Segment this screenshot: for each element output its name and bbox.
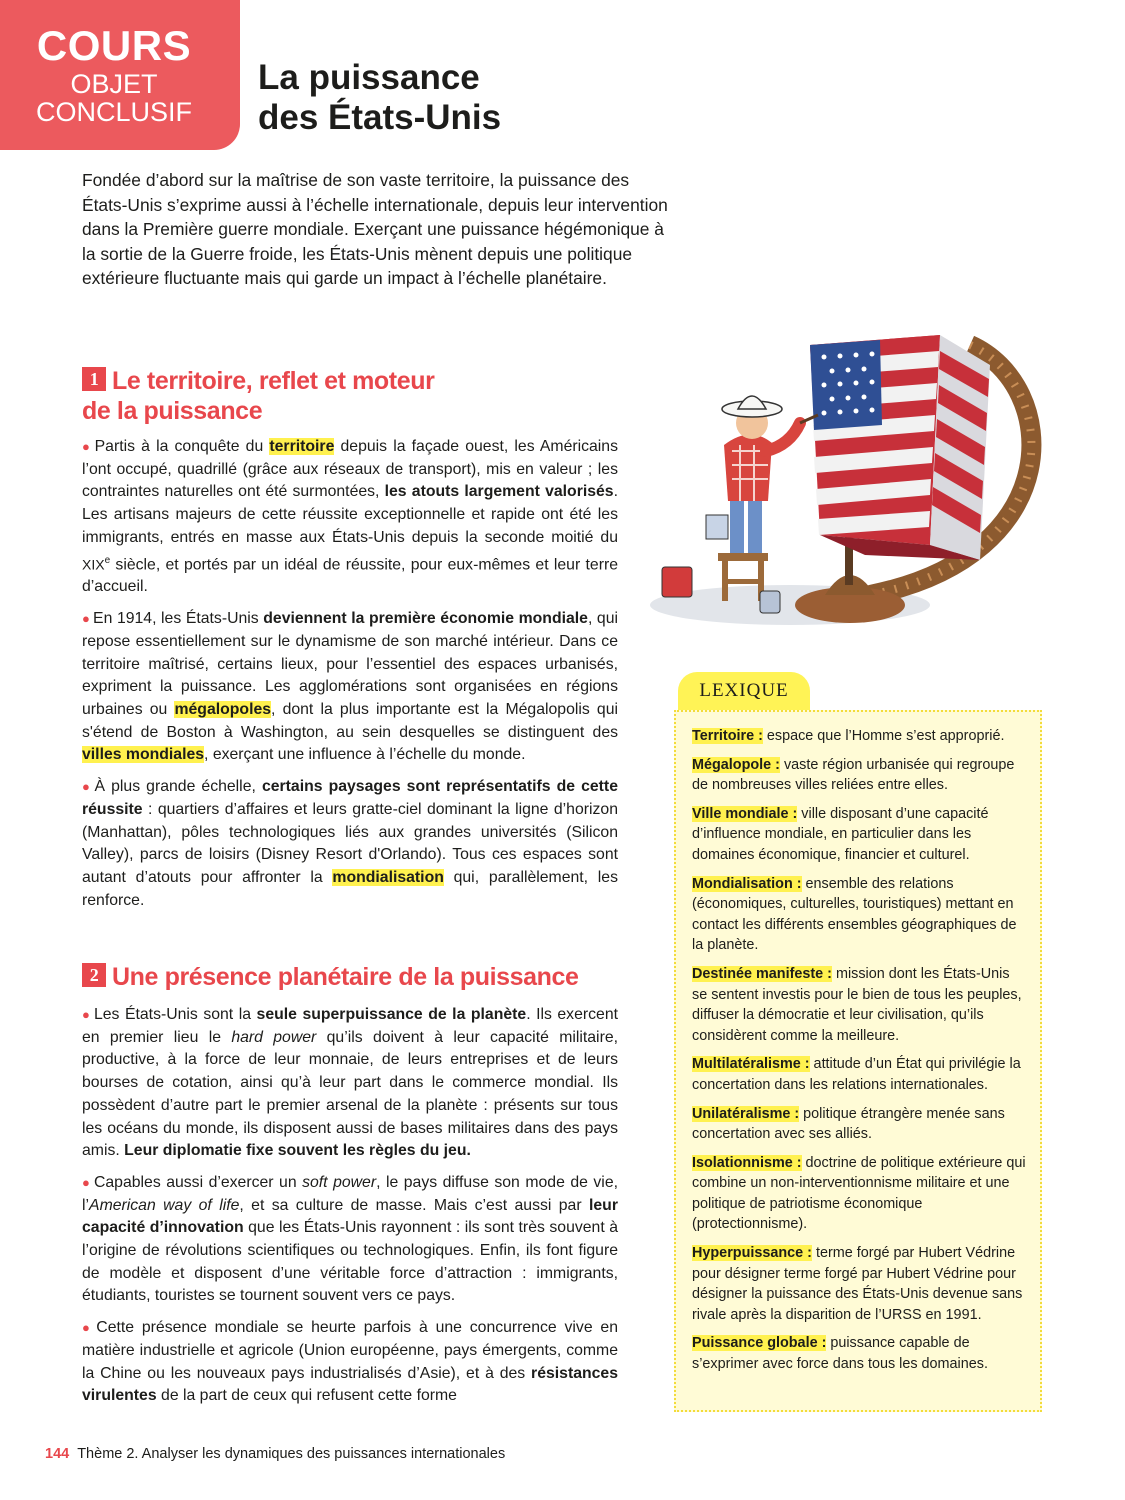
tag-objet-conclusif	[0, 70, 228, 126]
bullet-icon: ●	[82, 1007, 91, 1022]
lexique-entry: Isolationnisme : doctrine de politique extérieure qui combine un non-interventionnisme militaire et une politique de patriotisme économique (protectionnisme).	[692, 1154, 1026, 1233]
keyword-megalopoles: mégalopoles	[174, 701, 272, 718]
tag-objet: OBJET	[70, 69, 158, 99]
tag-cours: COURS	[36, 22, 192, 69]
s2-paragraph-3: ● Cette présence mondiale se heurte parfois à une concurrence vive en matière industrielle et agricole (Union européenne, pays émergents, comme la Chine ou les nouveaux pays industrialisés d’Asie), et à des résistances virulentes de la part de ceux qui refusent cette forme	[82, 1319, 619, 1405]
page-footer	[45, 1446, 505, 1462]
section-1-body	[82, 436, 618, 921]
page-number: 144	[45, 1446, 70, 1462]
lexique-entry: Unilatéralisme : politique étrangère menée sans concertation avec ses alliés.	[692, 1105, 1005, 1143]
lexique-entry: Mondialisation : ensemble des relations (économiques, culturelles, touristiques) mettant en contact les différents ensembles géographiques de la planète.	[692, 875, 1017, 954]
us-flag-cube	[810, 335, 990, 560]
keyword-mondialisation: mondialisation	[332, 868, 444, 886]
section-2-body	[82, 1004, 618, 1417]
lexique-entry: Territoire : espace que l’Homme s’est approprié.	[692, 728, 1005, 744]
bullet-icon: ●	[82, 779, 92, 795]
s1-paragraph-3: ● À plus grande échelle, certains paysages sont représentatifs de cette réussite : quartiers d’affaires et leurs gratte-ciel dominant la ligne d’horizon (Manhattan), pôles technologiques liés aux grandes universités (Silicon Valley), parcs de loisirs (Disney Resort d'Orlando). Tous ces espaces sont autant d’atouts pour affronter la mondialisation qui, parallèlement, les renforce.	[82, 778, 618, 909]
tag-conclusif: CONCLUSIF	[35, 97, 192, 127]
section-1-number: 1	[82, 367, 106, 391]
title-line-1: La puissance	[258, 58, 480, 97]
lexique-entry: Hyperpuissance : terme forgé par Hubert Védrine pour désigner terme forgé par Hubert Védrine pour désigner la puissance des États-Unis devenue sans rivale après la disparition de l’URSS en 1991.	[692, 1245, 1023, 1323]
section-tag	[0, 0, 240, 150]
section-2-number: 2	[82, 963, 106, 987]
bullet-icon: ●	[82, 439, 92, 454]
intro-paragraph: Fondée d’abord sur la maîtrise de son vaste territoire, la puissance des États-Unis s’exprime aussi à l’échelle internationale, depuis leur intervention dans la Première guerre mondiale. Exerçant une puissance hégémonique à la sortie de la Guerre froide, les États-Unis mènent depuis une politique extérieure fluctuante mais qui garde un impact à l’échelle planétaire.	[82, 170, 668, 289]
painter-figure	[662, 396, 818, 613]
title-line-2: des États-Unis	[258, 98, 502, 137]
s2-paragraph-1: ● Les États-Unis sont la seule superpuissance de la planète. Ils exercent en premier lieu le hard power qu’ils doivent à leur capacité militaire, productive, à la force de leur monnaie, de leurs entreprises et de leurs bourses de cotation, ainsi qu’à leur part dans le commerce mondial. Ils possèdent d’autre part le premier arsenal de la planète : présents sur tous les océans du monde, ils disposent aussi de bases militaires dans des pays amis. Leur diplomatie fixe souvent les règles du jeu.	[82, 1006, 619, 1160]
section-2-heading-text: Une présence planétaire de la puissance	[112, 963, 579, 991]
keyword-territoire: territoire	[269, 438, 335, 455]
lexique-entry: Multilatéralisme : attitude d’un État qui privilégie la concertation dans les relations internationales.	[692, 1056, 1021, 1093]
lexique-panel	[674, 672, 1046, 1414]
section-1-heading-line-2: de la puissance	[82, 397, 263, 425]
footer-theme: Thème 2. Analyser les dynamiques des puissances internationales	[77, 1446, 506, 1462]
bullet-icon: ●	[82, 1174, 91, 1190]
page-title	[258, 58, 758, 138]
bullet-icon: ●	[82, 611, 91, 627]
section-2-heading	[82, 962, 579, 992]
lexique-entry: Destinée manifeste : mission dont les États-Unis se sentent investis pour le bien de tous les peuples, diffuser la démocratie et leur civilisation, qu’ils considèrent comme la meilleure.	[692, 965, 1022, 1044]
lexique-entry: Puissance globale : puissance capable de s’exprimer avec force dans tous les domaines.	[692, 1335, 988, 1373]
section-1-heading-line-1: Le territoire, reflet et moteur	[112, 367, 435, 395]
lexique-box	[674, 710, 1042, 1412]
painted-globe-illustration	[640, 305, 1060, 635]
bullet-icon: ●	[82, 1320, 94, 1336]
s2-paragraph-2: ● Capables aussi d’exercer un soft power, le pays diffuse son mode de vie, l’American way of life, et sa culture de masse. Mais c’est aussi par leur capacité d’innovation que les États-Unis rayonnent : ils sont très souvent à l’origine de révolutions scientifiques ou technologiques. Enfin, ils font figure de modèle et disposent d’une véritable force d’attraction : immigrants, étudiants, touristes se tournent souvent vers ce pays.	[82, 1173, 619, 1305]
s1-paragraph-1: ● Partis à la conquête du territoire depuis la façade ouest, les Américains l’ont occupé, quadrillé (grâce aux réseaux de transport), mis en valeur ; les contraintes naturelles ont été surmontées, les atouts largement valorisés. Les artisans majeurs de cette réussite exceptionnelle et rapide ont été les immigrants, entrés en masse aux États-Unis depuis la seconde moitié du XIXe siècle, et portés par un idéal de réussite, pour eux-mêmes et leur terre d’accueil.	[82, 438, 618, 596]
lexique-title: LEXIQUE	[678, 672, 810, 710]
section-1-heading	[82, 366, 434, 426]
s1-paragraph-2: ● En 1914, les États-Unis deviennent la première économie mondiale, qui repose essentiellement sur le dynamisme de son marché intérieur. Dans ce territoire maîtrisé, certains lieux, pour l’essentiel des espaces urbanisés, expriment la puissance. Les agglomérations sont organisées en régions urbaines ou mégalopoles, dont la plus importante est la Mégalopolis qui s'étend de Boston à Washington, au sein desquelles se distinguent des villes mondiales, exerçant une influence à l’échelle du monde.	[82, 610, 618, 764]
lexique-entry: Mégalopole : vaste région urbanisée qui regroupe de nombreuses villes reliées entre elles.	[692, 756, 1015, 794]
lexique-entry: Ville mondiale : ville disposant d’une capacité d’influence mondiale, en particulier dans les domaines économique, financier et culturel.	[692, 805, 989, 863]
keyword-villes-mondiales: villes mondiales	[82, 746, 205, 764]
